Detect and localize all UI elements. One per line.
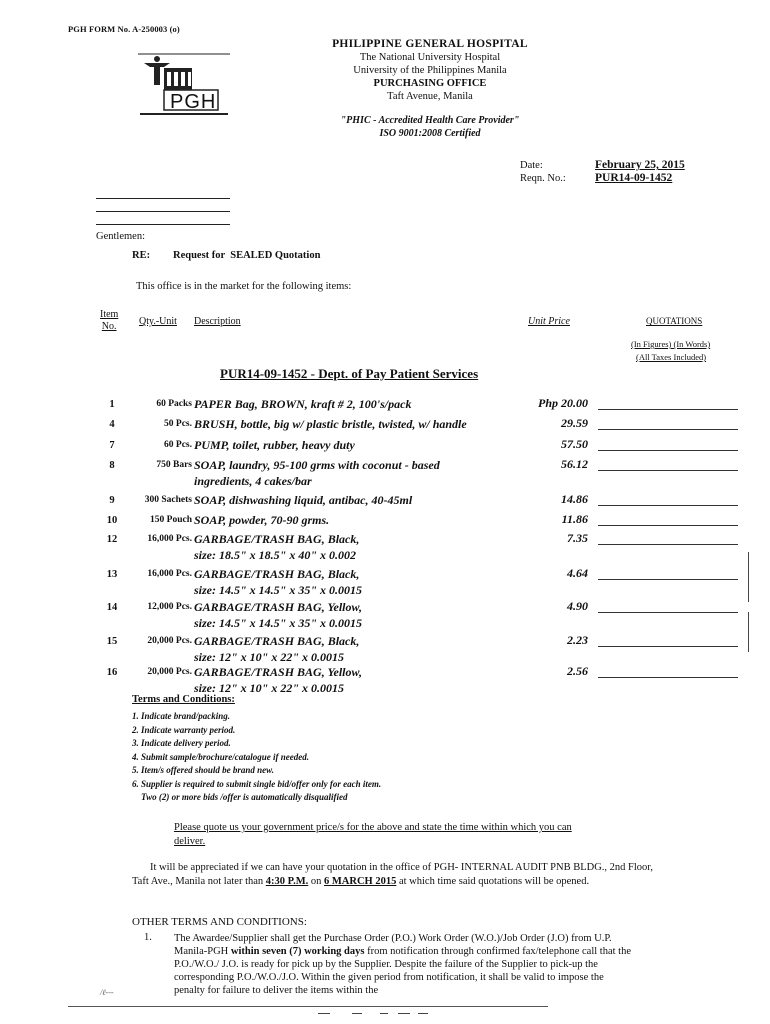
table-row <box>0 512 770 532</box>
item-desc <box>194 457 524 489</box>
col-quotations: QUOTATIONS <box>646 316 703 326</box>
item-no: 13 <box>106 569 118 580</box>
item-qty: 12,000 Pcs. <box>147 602 192 612</box>
dash-mark <box>398 1013 410 1014</box>
item-no: 8 <box>109 460 115 471</box>
item-price: 2.23 <box>567 633 588 647</box>
item-desc-line1: PUMP, toilet, rubber, heavy duty <box>194 438 355 452</box>
item-price: 7.35 <box>567 531 588 545</box>
item-qty: 150 Pouch <box>150 515 192 525</box>
addressee-line <box>96 224 230 225</box>
table-row <box>0 457 770 491</box>
item-desc-line1: GARBAGE/TRASH BAG, Black, <box>194 567 360 581</box>
table-row <box>0 633 770 667</box>
term-item: 2. Indicate warranty period. <box>132 724 236 735</box>
please-quote-note: Please quote us your government price/s for the above and state the time within which you can deliver. <box>174 822 572 847</box>
col-qty-unit: Qty.-Unit <box>139 316 177 327</box>
item-desc <box>194 531 524 563</box>
dash-mark <box>318 1013 330 1014</box>
item-no: 7 <box>109 440 115 451</box>
col-unit-price: Unit Price <box>528 316 570 327</box>
addressee-line <box>96 211 230 212</box>
item-desc-line1: BRUSH, bottle, big w/ plastic bristle, twisted, w/ handle <box>194 417 467 431</box>
quotation-line[interactable] <box>598 450 738 451</box>
logo-text: PGH <box>170 91 217 113</box>
item-qty: 20,000 Pcs. <box>147 636 192 646</box>
col-description: Description <box>194 316 241 327</box>
re-subject: Request for SEALED Quotation <box>173 250 321 261</box>
quotation-line[interactable] <box>598 525 738 526</box>
dash-mark <box>380 1013 388 1014</box>
term-item: Two (2) or more bids /offer is automatically disqualified <box>132 792 348 802</box>
table-row <box>0 416 770 436</box>
letterhead <box>250 38 610 140</box>
appr-part1: It will be appreciated if we can have your quotation in the office of PGH- INTERNAL AUDIT PNB BLDG., 2nd Floor, Taft Ave., Manila not later than <box>132 862 653 887</box>
appr-on: on <box>310 875 322 887</box>
table-row <box>0 531 770 565</box>
quotation-line[interactable] <box>598 646 738 647</box>
other-term-part2: from notification through confirmed fax/telephone call that the P.O./W.O./ J.O. is ready for pick up by the Supplier. Despite the failure of the Supplier to pick-up the corresponding P.O./W.O./J.O. Within the given period from notification, it shall be valid to impose the penalty for failure to deliver the items within the <box>174 946 631 996</box>
bottom-rule <box>68 1006 548 1007</box>
scan-edge-line <box>748 612 749 652</box>
office-name: PURCHASING OFFICE <box>373 78 487 89</box>
col-figures-words: (In Figures) (In Words) <box>631 339 711 349</box>
reqn-value: PUR14-09-1452 <box>595 172 673 184</box>
table-row <box>0 396 770 416</box>
item-price: 11.86 <box>561 512 588 526</box>
item-no: 15 <box>106 636 118 647</box>
term-item: 4. Submit sample/brochure/catalogue if needed. <box>132 751 309 762</box>
item-desc-line2: size: 12" x 10" x 22" x 0.0015 <box>194 681 344 695</box>
table-row <box>0 664 770 698</box>
item-price: 56.12 <box>561 457 588 471</box>
item-desc-line1: GARBAGE/TRASH BAG, Yellow, <box>194 600 363 614</box>
quotation-line[interactable] <box>598 544 738 545</box>
col-taxes: (All Taxes Included) <box>636 352 707 362</box>
form-number: PGH FORM No. A-250003 (o) <box>68 24 180 34</box>
item-no: 10 <box>106 515 118 526</box>
other-term-part1: The Awardee/Supplier shall get the Purchase Order (P.O.) Work Order (W.O.)/Job Order (J.O) from U.P. Manila-PGH <box>174 933 612 957</box>
item-no: 4 <box>109 419 115 430</box>
scan-edge-line <box>748 552 749 602</box>
terms-list <box>132 710 381 805</box>
other-term-bold: within seven (7) working days <box>230 946 365 957</box>
col-item-no <box>100 309 118 333</box>
item-qty: 750 Bars <box>156 460 192 470</box>
scan-mark: /ℓ--- <box>100 988 114 997</box>
section-title: PUR14-09-1452 - Dept. of Pay Patient Services <box>220 366 479 381</box>
item-price: 2.56 <box>567 664 588 678</box>
other-term-number: 1. <box>144 932 152 943</box>
item-desc-line1: GARBAGE/TRASH BAG, Yellow, <box>194 665 363 679</box>
item-qty: 60 Packs <box>156 399 192 409</box>
item-price: 4.90 <box>567 599 588 613</box>
item-price: 57.50 <box>561 437 588 451</box>
term-item: 3. Indicate delivery period. <box>132 738 231 748</box>
item-no: 9 <box>109 495 115 506</box>
col-item-line1: Item <box>100 309 119 320</box>
item-qty: 16,000 Pcs. <box>147 569 192 579</box>
item-no: 14 <box>106 602 118 613</box>
intro-text: This office is in the market for the following items: <box>136 281 352 292</box>
other-term-text <box>174 932 634 997</box>
terms-title: Terms and Conditions: <box>132 694 235 705</box>
item-desc-line2: size: 14.5" x 14.5" x 35" x 0.0015 <box>194 616 362 630</box>
item-desc <box>194 437 524 453</box>
item-qty: 20,000 Pcs. <box>147 667 192 677</box>
quotation-line[interactable] <box>598 612 738 613</box>
hospital-line2: University of the Philippines Manila <box>353 65 507 76</box>
re-label: RE: <box>132 250 151 261</box>
deadline-date: 6 MARCH 2015 <box>324 875 397 887</box>
date-label: Date: <box>520 160 543 171</box>
submission-paragraph <box>132 861 672 888</box>
term-item: 6. Supplier is required to submit single bid/offer only for each item. <box>132 778 382 789</box>
item-no: 1 <box>109 399 115 410</box>
item-price: 4.64 <box>567 566 588 580</box>
quotation-line[interactable] <box>598 409 738 410</box>
hospital-name: PHILIPPINE GENERAL HOSPITAL <box>332 38 528 50</box>
item-desc <box>194 566 524 598</box>
item-desc <box>194 492 524 508</box>
quotation-line[interactable] <box>598 429 738 430</box>
office-address: Taft Avenue, Manila <box>387 91 473 102</box>
item-desc <box>194 664 524 696</box>
dash-mark <box>352 1013 362 1014</box>
item-price: 14.86 <box>561 492 588 506</box>
appr-part2: at which time said quotations will be opened. <box>398 875 590 887</box>
item-desc-line2: size: 12" x 10" x 22" x 0.0015 <box>194 650 344 664</box>
salutation: Gentlemen: <box>96 231 145 242</box>
item-qty: 16,000 Pcs. <box>147 534 192 544</box>
deadline-time: 4:30 P.M. <box>265 875 309 887</box>
item-no: 16 <box>106 667 118 678</box>
accreditation: "PHIC - Accredited Health Care Provider" <box>340 115 520 126</box>
iso-certification: ISO 9001:2008 Certified <box>379 128 481 139</box>
item-desc-line2: size: 14.5" x 14.5" x 35" x 0.0015 <box>194 583 362 597</box>
term-item: 1. Indicate brand/packing. <box>132 711 231 721</box>
quotation-line[interactable] <box>598 505 738 506</box>
item-price: 29.59 <box>561 416 588 430</box>
other-terms-title: OTHER TERMS AND CONDITIONS: <box>132 916 307 928</box>
item-desc-line1: SOAP, laundry, 95-100 grms with coconut - based <box>194 458 440 472</box>
hospital-line1: The National University Hospital <box>359 52 501 63</box>
item-qty: 50 Pcs. <box>164 419 192 429</box>
dash-mark <box>418 1013 428 1014</box>
table-row <box>0 599 770 633</box>
item-desc <box>194 416 524 432</box>
item-qty: 60 Pcs. <box>164 440 192 450</box>
item-qty: 300 Sachets <box>144 495 192 505</box>
item-desc-line1: PAPER Bag, BROWN, kraft # 2, 100's/pack <box>194 397 412 411</box>
reqn-label: Reqn. No.: <box>520 173 566 184</box>
item-desc-line1: GARBAGE/TRASH BAG, Black, <box>194 532 360 546</box>
quotation-line[interactable] <box>598 470 738 471</box>
item-no: 12 <box>106 534 118 545</box>
item-desc-line2: size: 18.5" x 18.5" x 40" x 0.002 <box>194 548 356 562</box>
pgh-logo <box>124 48 244 120</box>
item-desc-line1: SOAP, dishwashing liquid, antibac, 40-45ml <box>194 493 413 507</box>
quotation-line[interactable] <box>598 677 738 678</box>
item-desc-line1: GARBAGE/TRASH BAG, Black, <box>194 634 360 648</box>
table-row <box>0 492 770 512</box>
table-row <box>0 437 770 457</box>
term-item: 5. Item/s offered should be brand new. <box>132 765 275 775</box>
item-price: Php 20.00 <box>537 396 588 410</box>
table-row <box>0 566 770 600</box>
item-desc <box>194 396 524 412</box>
addressee-line <box>96 198 230 199</box>
item-desc-line1: SOAP, powder, 70-90 grms. <box>194 513 330 527</box>
date-value: February 25, 2015 <box>595 159 685 171</box>
item-desc-line2: ingredients, 4 cakes/bar <box>194 474 312 488</box>
col-item-line2: No. <box>101 321 117 332</box>
quotation-line[interactable] <box>598 579 738 580</box>
item-desc <box>194 633 524 665</box>
item-desc <box>194 512 524 528</box>
item-desc <box>194 599 524 631</box>
